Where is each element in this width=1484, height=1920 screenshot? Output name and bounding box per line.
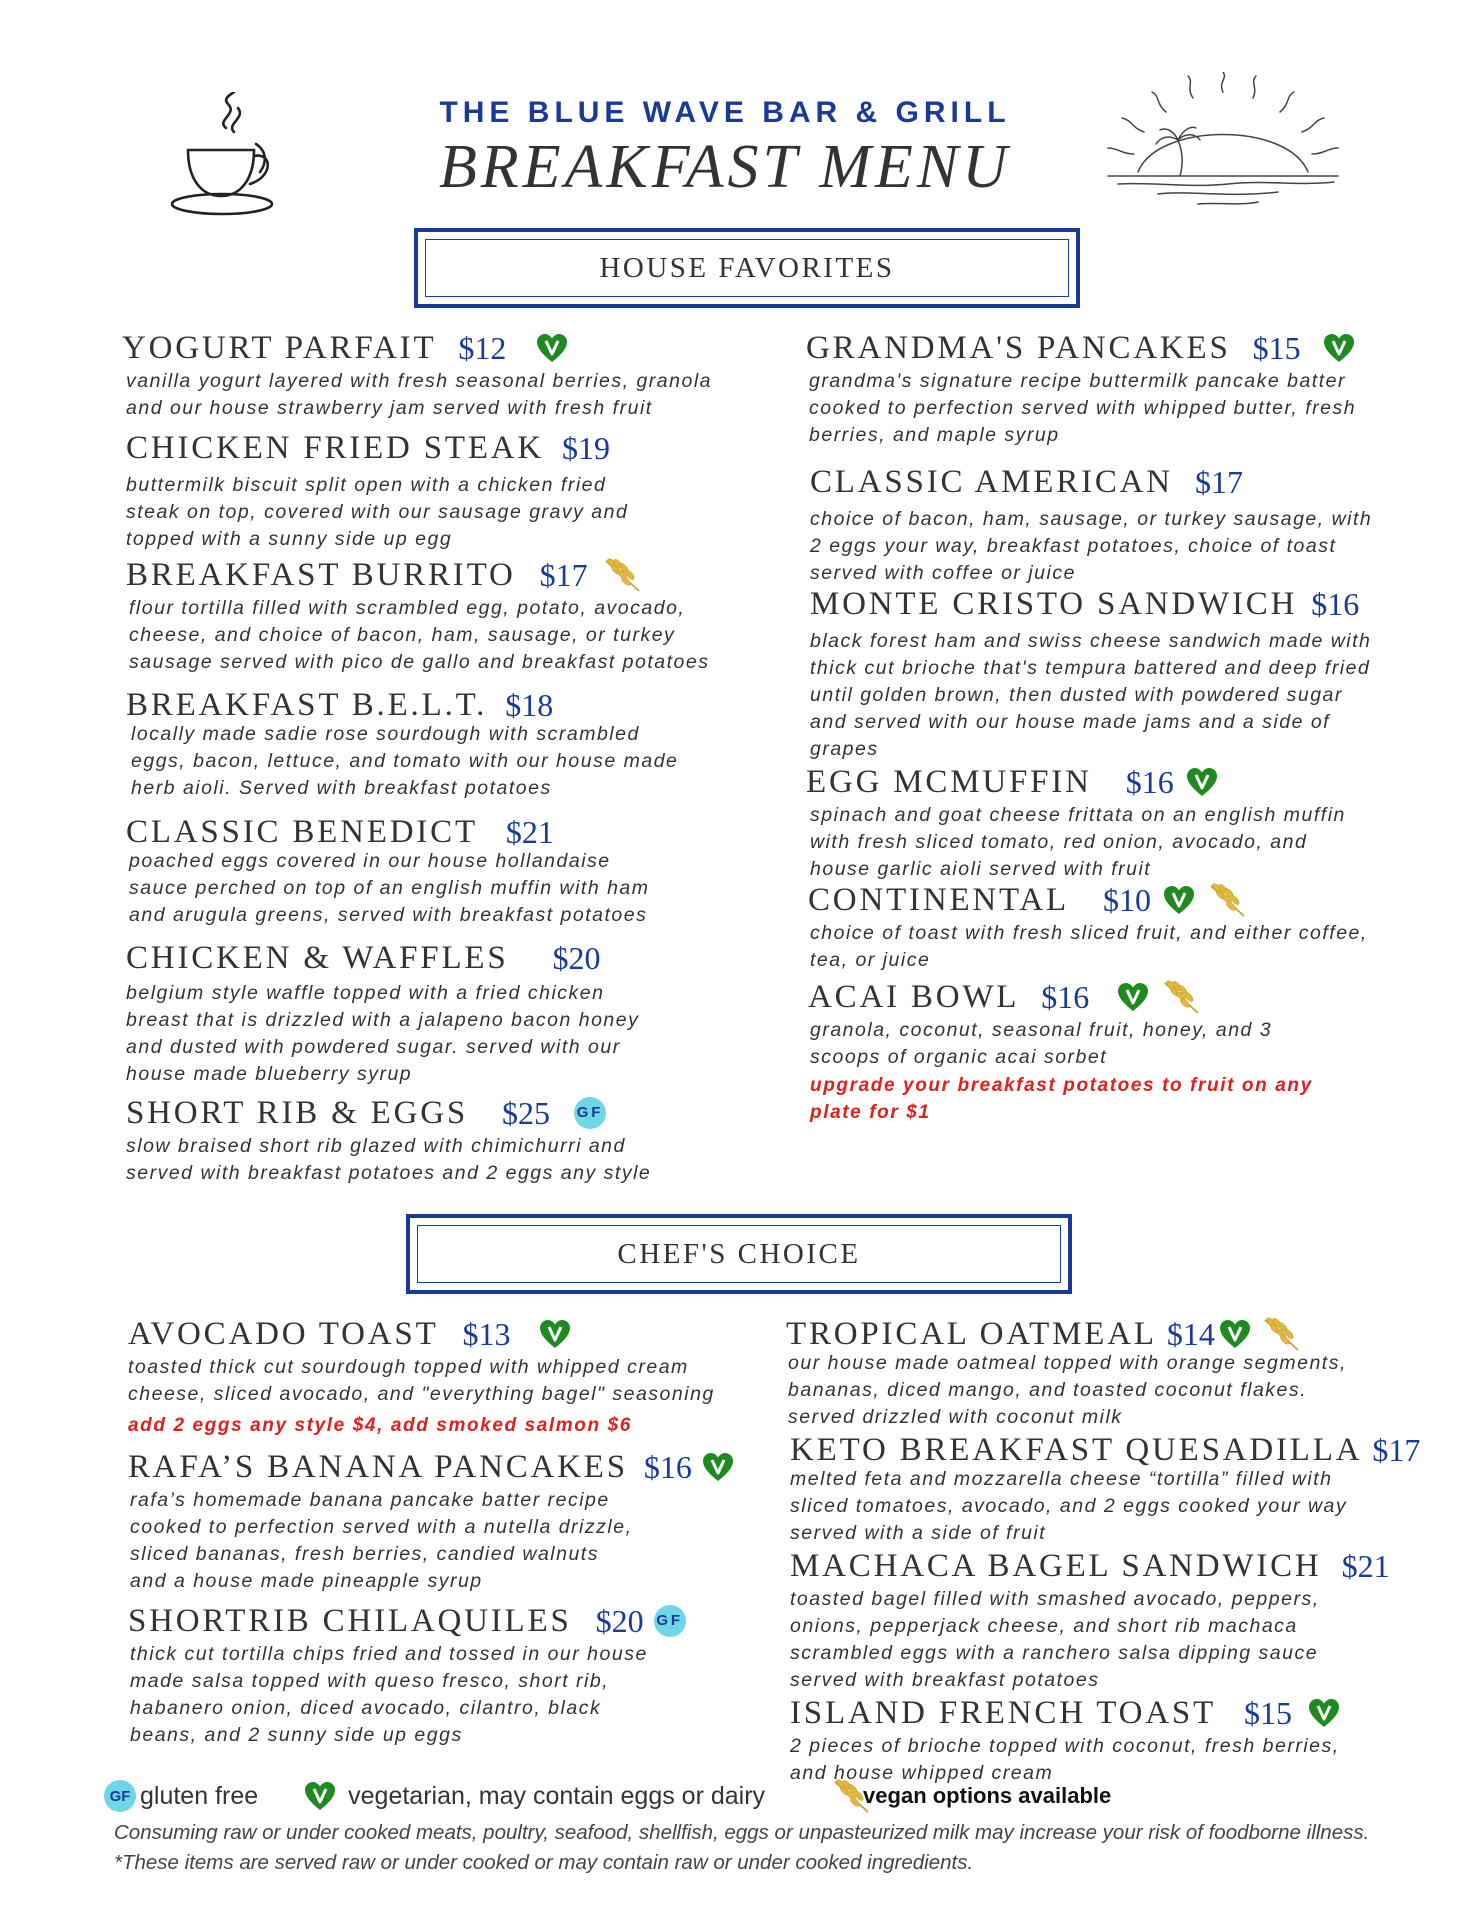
gluten-free-icon: GF <box>574 1097 606 1129</box>
item-price: $12 <box>458 330 507 366</box>
vegan-wheat-icon <box>602 555 642 595</box>
item-price: $17 <box>1372 1432 1421 1468</box>
item-description-line: grandma's signature recipe buttermilk pancake batter <box>809 370 1346 392</box>
item-description-line: grapes <box>810 738 879 760</box>
item-name: SHORT RIB & EGGS <box>126 1095 469 1131</box>
item-description-line: toasted bagel filled with smashed avocado, peppers, <box>790 1588 1320 1610</box>
vegetarian-icon <box>304 1781 336 1811</box>
item-name: CLASSIC AMERICAN <box>810 464 1173 500</box>
item-price: $15 <box>1244 1695 1293 1731</box>
item-name: YOGURT PARFAIT <box>122 330 437 366</box>
item-description-line: house made blueberry syrup <box>126 1063 413 1085</box>
item-name: BREAKFAST B.E.L.T. <box>126 687 488 723</box>
item-description-line: served with a side of fruit <box>790 1522 1047 1544</box>
gluten-free-icon: GF <box>104 1780 136 1812</box>
disclaimer-line: Consuming raw or under cooked meats, poultry, seafood, shellfish, eggs or unpasteurized milk may increase your risk of foodborne illness. <box>114 1821 1370 1844</box>
item-price: $16 <box>1311 586 1360 622</box>
item-name: CONTINENTAL <box>808 882 1069 918</box>
menu-item-shortrib-chilaquiles <box>128 1601 686 1749</box>
item-description-line: eggs, bacon, lettuce, and tomato with our house made <box>131 750 679 772</box>
item-description-line: beans, and 2 sunny side up eggs <box>130 1724 463 1746</box>
menu-item-keto-quesadilla <box>790 1430 1420 1547</box>
legend-gluten-free-label: gluten free <box>140 1781 259 1810</box>
upgrade-note-line: plate for $1 <box>810 1102 931 1123</box>
upgrade-note <box>810 1072 1313 1126</box>
menu-item-machaca-bagel <box>790 1546 1390 1694</box>
vegetarian-icon <box>1219 1319 1251 1349</box>
menu-item-monte-cristo <box>810 584 1371 763</box>
item-price: $14 <box>1166 1316 1215 1352</box>
vegetarian-icon <box>536 333 568 363</box>
vegetarian-icon <box>702 1452 734 1482</box>
menu-item-classic-benedict <box>126 812 650 929</box>
chefs-choice-label: CHEF'S CHOICE <box>417 1225 1061 1283</box>
menu-item-island-french-toast <box>790 1693 1340 1787</box>
item-description-line: poached eggs covered in our house hollandaise <box>129 850 611 872</box>
menu-item-chicken-waffles <box>126 938 639 1088</box>
item-description-line: 2 eggs your way, breakfast potatoes, choice of toast <box>810 535 1337 557</box>
item-description-line: and our house strawberry jam served with fresh fruit <box>126 397 653 419</box>
restaurant-name: THE BLUE WAVE BAR & GRILL <box>439 96 1011 129</box>
house-favorites-label: HOUSE FAVORITES <box>425 239 1069 297</box>
item-description-line: choice of toast with fresh sliced fruit, and either coffee, <box>810 922 1368 944</box>
chefs-choice-header <box>406 1214 1072 1294</box>
menu-item-classic-american <box>810 462 1372 587</box>
item-price: $16 <box>1041 979 1090 1015</box>
item-description-line: sauce perched on top of an english muffin with ham <box>129 877 650 899</box>
legend-vegetarian-label: vegetarian, may contain eggs or dairy <box>348 1781 766 1810</box>
item-description-line: served with breakfast potatoes <box>790 1669 1100 1691</box>
item-name: CLASSIC BENEDICT <box>126 814 478 850</box>
gluten-free-icon: GF <box>654 1605 686 1637</box>
add-on-note: add 2 eggs any style $4, add smoked salmon $6 <box>128 1415 632 1436</box>
item-description-line: with fresh sliced tomato, red onion, avocado, and <box>810 831 1308 853</box>
item-description-line: cooked to perfection served with a nutella drizzle, <box>130 1516 633 1538</box>
item-description-line: until golden brown, then dusted with powdered sugar <box>810 684 1343 706</box>
menu-item-short-rib-eggs <box>126 1093 651 1187</box>
item-description-line: and a house made pineapple syrup <box>130 1570 483 1592</box>
item-description-line: belgium style waffle topped with a fried chicken <box>126 982 605 1004</box>
item-description-line: house garlic aioli served with fruit <box>810 858 1152 880</box>
item-description-line: habanero onion, diced avocado, cilantro, black <box>130 1697 602 1719</box>
item-description-line: and served with our house made jams and a side of <box>810 711 1331 733</box>
item-description-line: made salsa topped with queso fresco, short rib, <box>130 1670 610 1692</box>
legend-vegetarian <box>304 1781 765 1811</box>
vegetarian-icon <box>1117 982 1149 1012</box>
menu-item-yogurt-parfait <box>122 328 712 422</box>
item-description-line: slow braised short rib glazed with chimichurri and <box>126 1135 626 1157</box>
item-name: KETO BREAKFAST QUESADILLA <box>790 1432 1363 1468</box>
vegan-wheat-icon <box>1207 880 1247 920</box>
item-description-line: herb aioli. Served with breakfast potatoes <box>131 777 552 799</box>
item-description-line: melted feta and mozzarella cheese “tortilla” filled with <box>790 1468 1333 1490</box>
item-name: BREAKFAST BURRITO <box>126 557 516 593</box>
vegan-wheat-icon <box>1161 977 1201 1017</box>
item-description-line: our house made oatmeal topped with orange segments, <box>788 1352 1347 1374</box>
item-description-line: cheese, sliced avocado, and "everything bagel" seasoning <box>128 1383 715 1405</box>
item-description-line: toasted thick cut sourdough topped with whipped cream <box>128 1356 689 1378</box>
vegan-wheat-icon <box>1261 1314 1301 1354</box>
vegetarian-icon <box>1186 767 1218 797</box>
item-description-line: served drizzled with coconut milk <box>788 1406 1123 1428</box>
item-description-line: thick cut tortilla chips fried and tossed in our house <box>130 1643 648 1665</box>
item-price: $25 <box>502 1095 551 1131</box>
item-name: AVOCADO TOAST <box>128 1316 439 1352</box>
item-description-line: and house whipped cream <box>790 1762 1054 1784</box>
item-description-line: flour tortilla filled with scrambled egg, potato, avocado, <box>129 597 686 619</box>
item-description-line: black forest ham and swiss cheese sandwich made with <box>810 630 1372 652</box>
item-description-line: tea, or juice <box>810 949 931 971</box>
item-description-line: and dusted with powdered sugar. served with our <box>126 1036 621 1058</box>
legend-vegan-label: vegan options available <box>863 1783 1112 1808</box>
item-description-line: rafa’s homemade banana pancake batter recipe <box>130 1489 610 1511</box>
menu-title: BREAKFAST MENU <box>438 133 1012 201</box>
menu-item-grandmas-pancakes <box>806 328 1356 449</box>
item-name: ACAI BOWL <box>808 979 1020 1015</box>
item-price: $20 <box>552 940 601 976</box>
vegetarian-icon <box>1163 885 1195 915</box>
item-description-line: steak on top, covered with our sausage gravy and <box>126 501 629 523</box>
item-price: $20 <box>595 1603 644 1639</box>
disclaimer-line: *These items are served raw or under cooked or may contain raw or under cooked ingredients. <box>114 1851 974 1874</box>
vegetarian-icon <box>539 1319 571 1349</box>
vegetarian-icon <box>1308 1698 1340 1728</box>
menu-item-tropical-oatmeal <box>786 1314 1347 1431</box>
item-description-line: berries, and maple syrup <box>809 424 1060 446</box>
legend <box>104 1776 1404 1816</box>
item-description-line: sliced tomatoes, avocado, and 2 eggs cooked your way <box>790 1495 1348 1517</box>
item-description-line: 2 pieces of brioche topped with coconut, fresh berries, <box>790 1735 1340 1757</box>
item-name: TROPICAL OATMEAL <box>786 1316 1157 1352</box>
item-description-line: onions, pepperjack cheese, and short rib machaca <box>790 1615 1298 1637</box>
item-description-line: served with breakfast potatoes and 2 eggs any style <box>126 1162 652 1184</box>
item-price: $21 <box>1341 1548 1390 1584</box>
item-description-line: scoops of organic acai sorbet <box>810 1046 1108 1068</box>
item-description-line: served with coffee or juice <box>810 562 1076 584</box>
item-name: RAFA’S BANANA PANCAKES <box>128 1449 628 1485</box>
item-description-line: scrambled eggs with a ranchero salsa dipping sauce <box>790 1642 1319 1664</box>
item-description-line: choice of bacon, ham, sausage, or turkey sausage, with <box>810 508 1373 530</box>
menu-item-avocado-toast <box>128 1314 715 1408</box>
item-description-line: spinach and goat cheese frittata on an english muffin <box>810 804 1346 826</box>
item-name: EGG MCMUFFIN <box>806 764 1092 800</box>
menu-item-chicken-fried-steak <box>126 428 628 553</box>
vegetarian-icon <box>1323 333 1355 363</box>
menu-item-breakfast-burrito <box>126 555 710 676</box>
item-description-line: sausage served with pico de gallo and breakfast potatoes <box>129 651 710 673</box>
item-price: $15 <box>1252 330 1301 366</box>
item-description-line: sliced bananas, fresh berries, candied walnuts <box>130 1543 599 1565</box>
menu-item-acai-bowl <box>808 977 1272 1071</box>
item-price: $17 <box>539 557 588 593</box>
menu-item-continental <box>808 880 1368 974</box>
item-description-line: and arugula greens, served with breakfast potatoes <box>129 904 648 926</box>
item-price: $10 <box>1102 882 1151 918</box>
menu-item-breakfast-belt <box>126 685 678 802</box>
item-price: $16 <box>643 1449 692 1485</box>
item-name: MACHACA BAGEL SANDWICH <box>790 1548 1322 1584</box>
item-name: CHICKEN & WAFFLES <box>126 940 509 976</box>
item-description-line: topped with a sunny side up egg <box>126 528 453 550</box>
item-name: MONTE CRISTO SANDWICH <box>810 586 1298 622</box>
item-name: GRANDMA'S PANCAKES <box>806 330 1231 366</box>
legend-gluten-free <box>104 1780 258 1812</box>
menu-item-egg-mcmuffin <box>806 762 1346 883</box>
item-description-line: breast that is drizzled with a jalapeno bacon honey <box>126 1009 640 1031</box>
upgrade-note-line: upgrade your breakfast potatoes to fruit on any <box>810 1075 1313 1096</box>
item-price: $18 <box>505 687 554 723</box>
item-description-line: bananas, diced mango, and toasted coconut flakes. <box>788 1379 1308 1401</box>
item-description-line: thick cut brioche that's tempura battered and deep fried <box>810 657 1371 679</box>
item-description-line: vanilla yogurt layered with fresh seasonal berries, granola <box>126 370 713 392</box>
item-price: $16 <box>1125 764 1174 800</box>
house-favorites-header <box>414 228 1080 308</box>
item-description-line: cooked to perfection served with whipped butter, fresh <box>809 397 1357 419</box>
menu-item-rafas-banana-pancakes <box>128 1447 734 1595</box>
item-name: CHICKEN FRIED STEAK <box>126 430 545 466</box>
item-description-line: buttermilk biscuit split open with a chicken fried <box>126 474 607 496</box>
item-description-line: granola, coconut, seasonal fruit, honey, and 3 <box>810 1019 1273 1041</box>
item-description-line: cheese, and choice of bacon, ham, sausage, or turkey <box>129 624 676 646</box>
legend-vegan <box>831 1776 1111 1816</box>
item-name: SHORTRIB CHILAQUILES <box>128 1603 572 1639</box>
item-price: $21 <box>505 814 554 850</box>
item-description-line: locally made sadie rose sourdough with scrambled <box>131 723 640 745</box>
item-name: ISLAND FRENCH TOAST <box>790 1695 1217 1731</box>
item-price: $17 <box>1194 464 1243 500</box>
item-price: $13 <box>462 1316 511 1352</box>
item-price: $19 <box>562 430 611 466</box>
